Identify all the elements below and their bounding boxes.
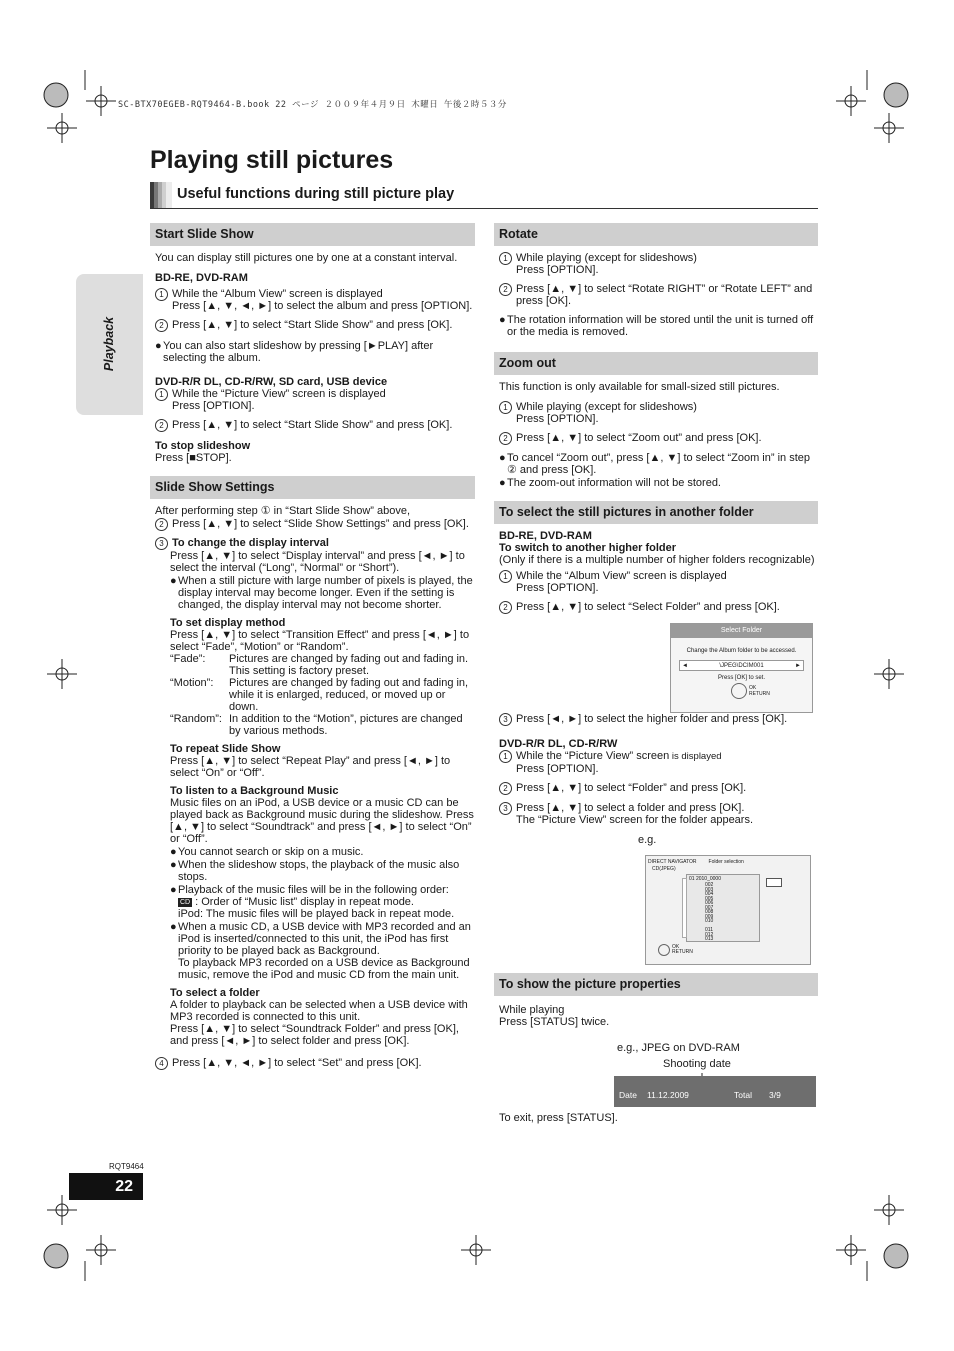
nav-subtitle: Folder selection [708, 859, 744, 865]
switch-label: To switch to another higher folder [499, 542, 677, 554]
select-folder-screen: Select Folder Change the Album folder to be accessed. ◄ \JPEG\DCIM001 ► Press [OK] to set. OK RETURN [670, 623, 813, 713]
definition: “Motion”: Pictures are changed by fading out and fading in, while it is enlarged, reduced, or moved up or down. [170, 677, 469, 713]
folder-item[interactable]: 010 [705, 918, 714, 924]
print-header: SC-BTX70EGEB-RQT9464-B.book 22 ページ ２００９年４月９日 木曜日 午後２時５３分 [118, 100, 507, 110]
folder-path-field[interactable]: ◄ \JPEG\DCIM001 ► [679, 660, 804, 671]
cd-badge: CD [180, 898, 191, 906]
media-label: DVD-R/R DL, CD-R/RW, SD card, USB device [155, 376, 388, 388]
direct-navigator-screen: DIRECT NAVIGATOR Folder selection CD(JPEG) 01 2010_0000 002 003 004 005 006 007 008 009 010 011 012 013 OK RETURN [645, 855, 811, 965]
page-number: 22 [69, 1173, 143, 1200]
text: Press [▲, ▼] to select “Display interval” and press [◄, ►] to select the interval (“Long”, “Normal” or “Short”). [170, 550, 465, 574]
date-value: 11.12.2009 [647, 1090, 689, 1100]
step: 1 While playing (except for slideshows) Press [OPTION]. [499, 401, 818, 425]
text: Press [▲, ▼] to select “Repeat Play” and press [◄, ►] to select “On” or “Off”. [170, 755, 451, 779]
status-bar [614, 1076, 816, 1107]
text: This function is only available for small-sized still pictures. [499, 381, 780, 393]
note: ● The zoom-out information will not be stored. [499, 477, 721, 489]
eg-label: e.g., JPEG on DVD-RAM [617, 1042, 740, 1054]
folder-item[interactable]: 013 [705, 936, 714, 942]
date-label: Date [619, 1090, 637, 1100]
nav-media: CD(JPEG) [652, 866, 676, 872]
text: While playing Press [STATUS] twice. [499, 1004, 610, 1028]
note: ● Playback of the music files will be in the following order: CD : Order of “Music list” display in repeat mode. iPod: The music files will be played back in repeat mode. [170, 884, 455, 920]
shooting-date-label: Shooting date [663, 1058, 731, 1070]
definition: “Fade”: Pictures are changed by fading out and fading in. This setting is factory preset. [170, 653, 469, 677]
step: 2 Press [▲, ▼] to select “Start Slide Show” and press [OK]. [155, 319, 475, 332]
scrollbar[interactable] [682, 878, 687, 938]
step: 1 While the “Album View” screen is displayed Press [▲, ▼, ◄, ►] to select the album and press [OPTION]. [155, 288, 475, 312]
text: You can display still pictures one by one at a constant interval. [155, 252, 458, 264]
step: 2 Press [▲, ▼] to select “Start Slide Show” and press [OK]. [155, 419, 475, 432]
definition: “Random”: In addition to the “Motion”, pictures are changed by various methods. [170, 713, 463, 737]
folder-item[interactable]: 012 [705, 931, 714, 938]
screen-title: Select Folder [671, 624, 812, 638]
chevron-right-icon[interactable]: ► [795, 662, 801, 669]
note: ● You can also start slideshow by pressing [►PLAY] after selecting the album. [155, 340, 434, 364]
side-tab-label: Playback [102, 316, 116, 372]
folder-item[interactable]: 011 [705, 927, 713, 933]
zoom-out-heading: Zoom out [494, 352, 818, 375]
step: 2 Press [▲, ▼] to select “Slide Show Settings” and press [OK]. [155, 518, 475, 531]
start-slideshow-heading: Start Slide Show [150, 223, 475, 246]
right-column [494, 223, 818, 846]
screen-press: Press [OK] to set. [717, 675, 765, 681]
properties-heading: To show the picture properties [494, 973, 818, 996]
note: ● The rotation information will be stored until the unit is turned off or the media is removed. [499, 314, 814, 338]
stripe-decoration [150, 182, 172, 208]
media-label: BD-RE, DVD-RAM [499, 530, 592, 542]
step: 2 Press [▲, ▼] to select “Zoom out” and press [OK]. [499, 432, 818, 445]
left-column [150, 223, 475, 1070]
note: ● When a music CD, a USB device with MP3 recorded and an iPod is inserted/connected to this unit, the iPod has first priority to be played back as Background. To playback MP3 recorded on a USB device as Background music, remove the iPod and music CD from the main unit. [170, 921, 471, 981]
step: 3 Press [◄, ►] to select the higher folder and press [OK]. [499, 713, 818, 726]
properties-section [494, 973, 818, 1070]
step: 4 Press [▲, ▼, ◄, ►] to select “Set” and press [OK]. [155, 1057, 475, 1070]
text: Music files on an iPod, a USB device or a music CD can be played back as Background music during the slideshow. Press [▲, ▼] to select “Soundtrack” and press [◄, ►] to select “On” or “Off”. [170, 797, 474, 845]
music-label: To listen to a Background Music [170, 785, 339, 797]
screen-message: Change the Album folder to be accessed. [686, 648, 797, 654]
step: 1 While the “Picture View” screen is displayed Press [OPTION]. [499, 750, 818, 775]
text: Press [▲, ▼] to select “Soundtrack Folder” and press [OK], and press [◄, ►] to select folder and press [OK]. [170, 1023, 459, 1047]
eg-label: e.g. [638, 834, 657, 846]
folder-item[interactable]: 006 [705, 900, 714, 906]
slideshow-settings-heading: Slide Show Settings [150, 476, 475, 499]
exit-text: To exit, press [STATUS]. [499, 1112, 618, 1124]
section-title: Useful functions during still picture play [177, 186, 455, 202]
step: 3 To change the display interval [155, 537, 475, 550]
note: ● To cancel “Zoom out”, press [▲, ▼] to select “Zoom in” in step ② and press [OK]. [499, 452, 810, 476]
section-title-bar [150, 182, 818, 209]
folder-item[interactable]: 009 [705, 913, 714, 920]
folder-item[interactable]: 005 [705, 895, 714, 902]
method-label: To set display method [170, 617, 286, 629]
chevron-left-icon[interactable]: ◄ [682, 662, 688, 669]
text: (Only if there is a multiple number of higher folders recognizable) [499, 554, 815, 566]
repeat-label: To repeat Slide Show [170, 743, 281, 755]
text: After performing step ① in “Start Slide Show” above, [155, 505, 411, 517]
text: Press [■STOP]. [155, 452, 232, 464]
total-value: 3/9 [769, 1090, 781, 1100]
step: 3 Press [▲, ▼] to select a folder and press [OK]. The “Picture View” screen for the folder appears. [499, 802, 818, 826]
text: Press [▲, ▼] to select “Transition Effect” and press [◄, ►] to select “Fade”, “Motion” or “Random”. [170, 629, 470, 653]
step: 2 Press [▲, ▼] to select “Folder” and press [OK]. [499, 782, 818, 795]
folder-item[interactable]: 004 [705, 891, 714, 897]
step: 1 While the “Album View” screen is displayed Press [OPTION]. [499, 570, 818, 594]
step: 1 While playing (except for slideshows) Press [OPTION]. [499, 252, 818, 276]
step: 2 Press [▲, ▼] to select “Select Folder” and press [OK]. [499, 601, 818, 614]
folder-label: To select a folder [170, 987, 260, 999]
step: 1 While the “Picture View” screen is displayed Press [OPTION]. [155, 388, 475, 412]
stop-label: To stop slideshow [155, 440, 251, 452]
note: ● When the slideshow stops, the playback of the music also stops. [170, 859, 460, 883]
folder-item[interactable]: 002 [705, 882, 714, 888]
note: ● When a still picture with large number of pixels is played, the display interval may become longer. Even if the setting is changed, the display interval may not become shorter. [170, 575, 473, 611]
total-label: Total [734, 1090, 752, 1100]
side-tab [76, 274, 143, 415]
folder-heading: To select the still pictures in another folder [494, 501, 818, 524]
folder-list: 01 2010_0000 002 003 004 005 006 007 008 009 010 011 012 013 [686, 874, 760, 942]
rotate-heading: Rotate [494, 223, 818, 246]
folder-item[interactable]: 003 [705, 886, 714, 893]
document-code: RQT9464 [109, 1162, 144, 1171]
text: A folder to playback can be selected when a USB device with MP3 recorded is connected to this unit. [170, 999, 468, 1023]
folder-item[interactable]: 007 [705, 904, 714, 911]
media-label: BD-RE, DVD-RAM [155, 272, 248, 284]
step: 2 Press [▲, ▼] to select “Rotate RIGHT” or “Rotate LEFT” and press [OK]. [499, 283, 818, 307]
nav-title: DIRECT NAVIGATOR [648, 859, 697, 865]
note: ● You cannot search or skip on a music. [170, 846, 364, 858]
remote-dpad-icon [731, 683, 747, 699]
media-label: DVD-R/R DL, CD-R/RW [499, 738, 618, 750]
thumbnail [766, 878, 782, 887]
remote-dpad-icon [658, 944, 670, 956]
page-title: Playing still pictures [150, 146, 394, 174]
folder-item[interactable]: 008 [705, 909, 714, 915]
